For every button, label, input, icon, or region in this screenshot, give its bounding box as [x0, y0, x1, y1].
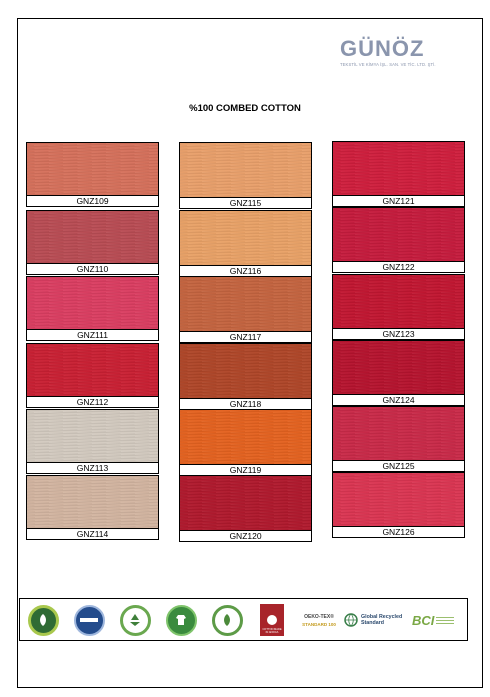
color-swatch [179, 343, 312, 410]
fabric-sample [180, 344, 311, 398]
swatch-code: GNZ118 [180, 398, 311, 409]
swatch-code: GNZ124 [333, 394, 464, 405]
fabric-sample [27, 143, 158, 195]
color-swatch [332, 406, 465, 472]
color-swatch [26, 142, 159, 207]
company-logo [340, 38, 435, 67]
fabric-sample [180, 476, 311, 530]
fabric-sample [27, 410, 158, 462]
color-swatch [26, 475, 159, 540]
fabric-sample [27, 476, 158, 528]
grs-label-line2: Standard [361, 620, 384, 626]
fabric-sample [333, 275, 464, 328]
oeko-tex-logo [300, 604, 338, 636]
color-swatch [332, 141, 465, 207]
swatch-code: GNZ112 [27, 396, 158, 407]
fabric-sample [180, 277, 311, 331]
global-recycled-standard-logo [344, 604, 404, 636]
color-swatch [26, 210, 159, 275]
color-swatch [179, 142, 312, 209]
oeko-tex-standard: STANDARD 100 [302, 621, 336, 627]
fabric-sample [27, 344, 158, 396]
swatch-code: GNZ110 [27, 263, 158, 274]
color-swatch [179, 475, 312, 542]
swatch-code: GNZ120 [180, 530, 311, 541]
swatch-code: GNZ116 [180, 265, 311, 276]
rws-logo [72, 604, 106, 636]
organic-textile-logo [164, 604, 198, 636]
swatch-code: GNZ126 [333, 526, 464, 537]
page-title: %100 COMBED COTTON [189, 103, 301, 114]
swatch-code: GNZ113 [27, 462, 158, 473]
color-swatch [179, 409, 312, 476]
fabric-sample [333, 142, 464, 195]
recycled-blended-logo [118, 604, 152, 636]
fabric-sample [333, 473, 464, 526]
bci-logo [412, 604, 462, 636]
cotton-made-in-africa-logo [258, 604, 286, 636]
swatch-code: GNZ122 [333, 261, 464, 272]
logo-wordmark: GÜNÖZ [340, 36, 425, 61]
color-swatch [26, 343, 159, 408]
logo-subtitle: TEKSTİL VE KİMYA İŞL. SAN. VE TİC. LTD. ŞTİ. [340, 62, 436, 67]
organic-100-logo [26, 604, 60, 636]
swatch-code: GNZ117 [180, 331, 311, 342]
color-swatch [26, 276, 159, 341]
swatch-code: GNZ119 [180, 464, 311, 475]
swatch-code: GNZ114 [27, 528, 158, 539]
swatch-code: GNZ125 [333, 460, 464, 471]
certification-bar [19, 598, 468, 641]
fabric-sample [180, 211, 311, 265]
fabric-sample [333, 341, 464, 394]
swatch-code: GNZ109 [27, 195, 158, 206]
bci-label: BCI [412, 612, 435, 628]
fabric-sample [180, 143, 311, 197]
color-swatch [332, 274, 465, 340]
organic-blended-logo [210, 604, 244, 636]
fabric-sample [333, 407, 464, 460]
globe-icon [344, 613, 358, 627]
grs-label-line1: Global Recycled [361, 614, 403, 620]
swatch-code: GNZ121 [333, 195, 464, 206]
swatch-code: GNZ115 [180, 197, 311, 208]
color-swatch [332, 340, 465, 406]
color-swatch [332, 207, 465, 273]
fabric-sample [180, 410, 311, 464]
oeko-tex-label: OEKO-TEX® [304, 613, 334, 620]
cotton-africa-label: COTTON MADE IN AFRICA [262, 628, 282, 634]
color-swatch [332, 472, 465, 538]
fabric-sample [333, 208, 464, 261]
fabric-sample [27, 277, 158, 329]
swatch-code: GNZ123 [333, 328, 464, 339]
color-swatch [179, 276, 312, 343]
swatch-code: GNZ111 [27, 329, 158, 340]
color-swatch [26, 409, 159, 474]
fabric-sample [27, 211, 158, 263]
color-swatch [179, 210, 312, 277]
